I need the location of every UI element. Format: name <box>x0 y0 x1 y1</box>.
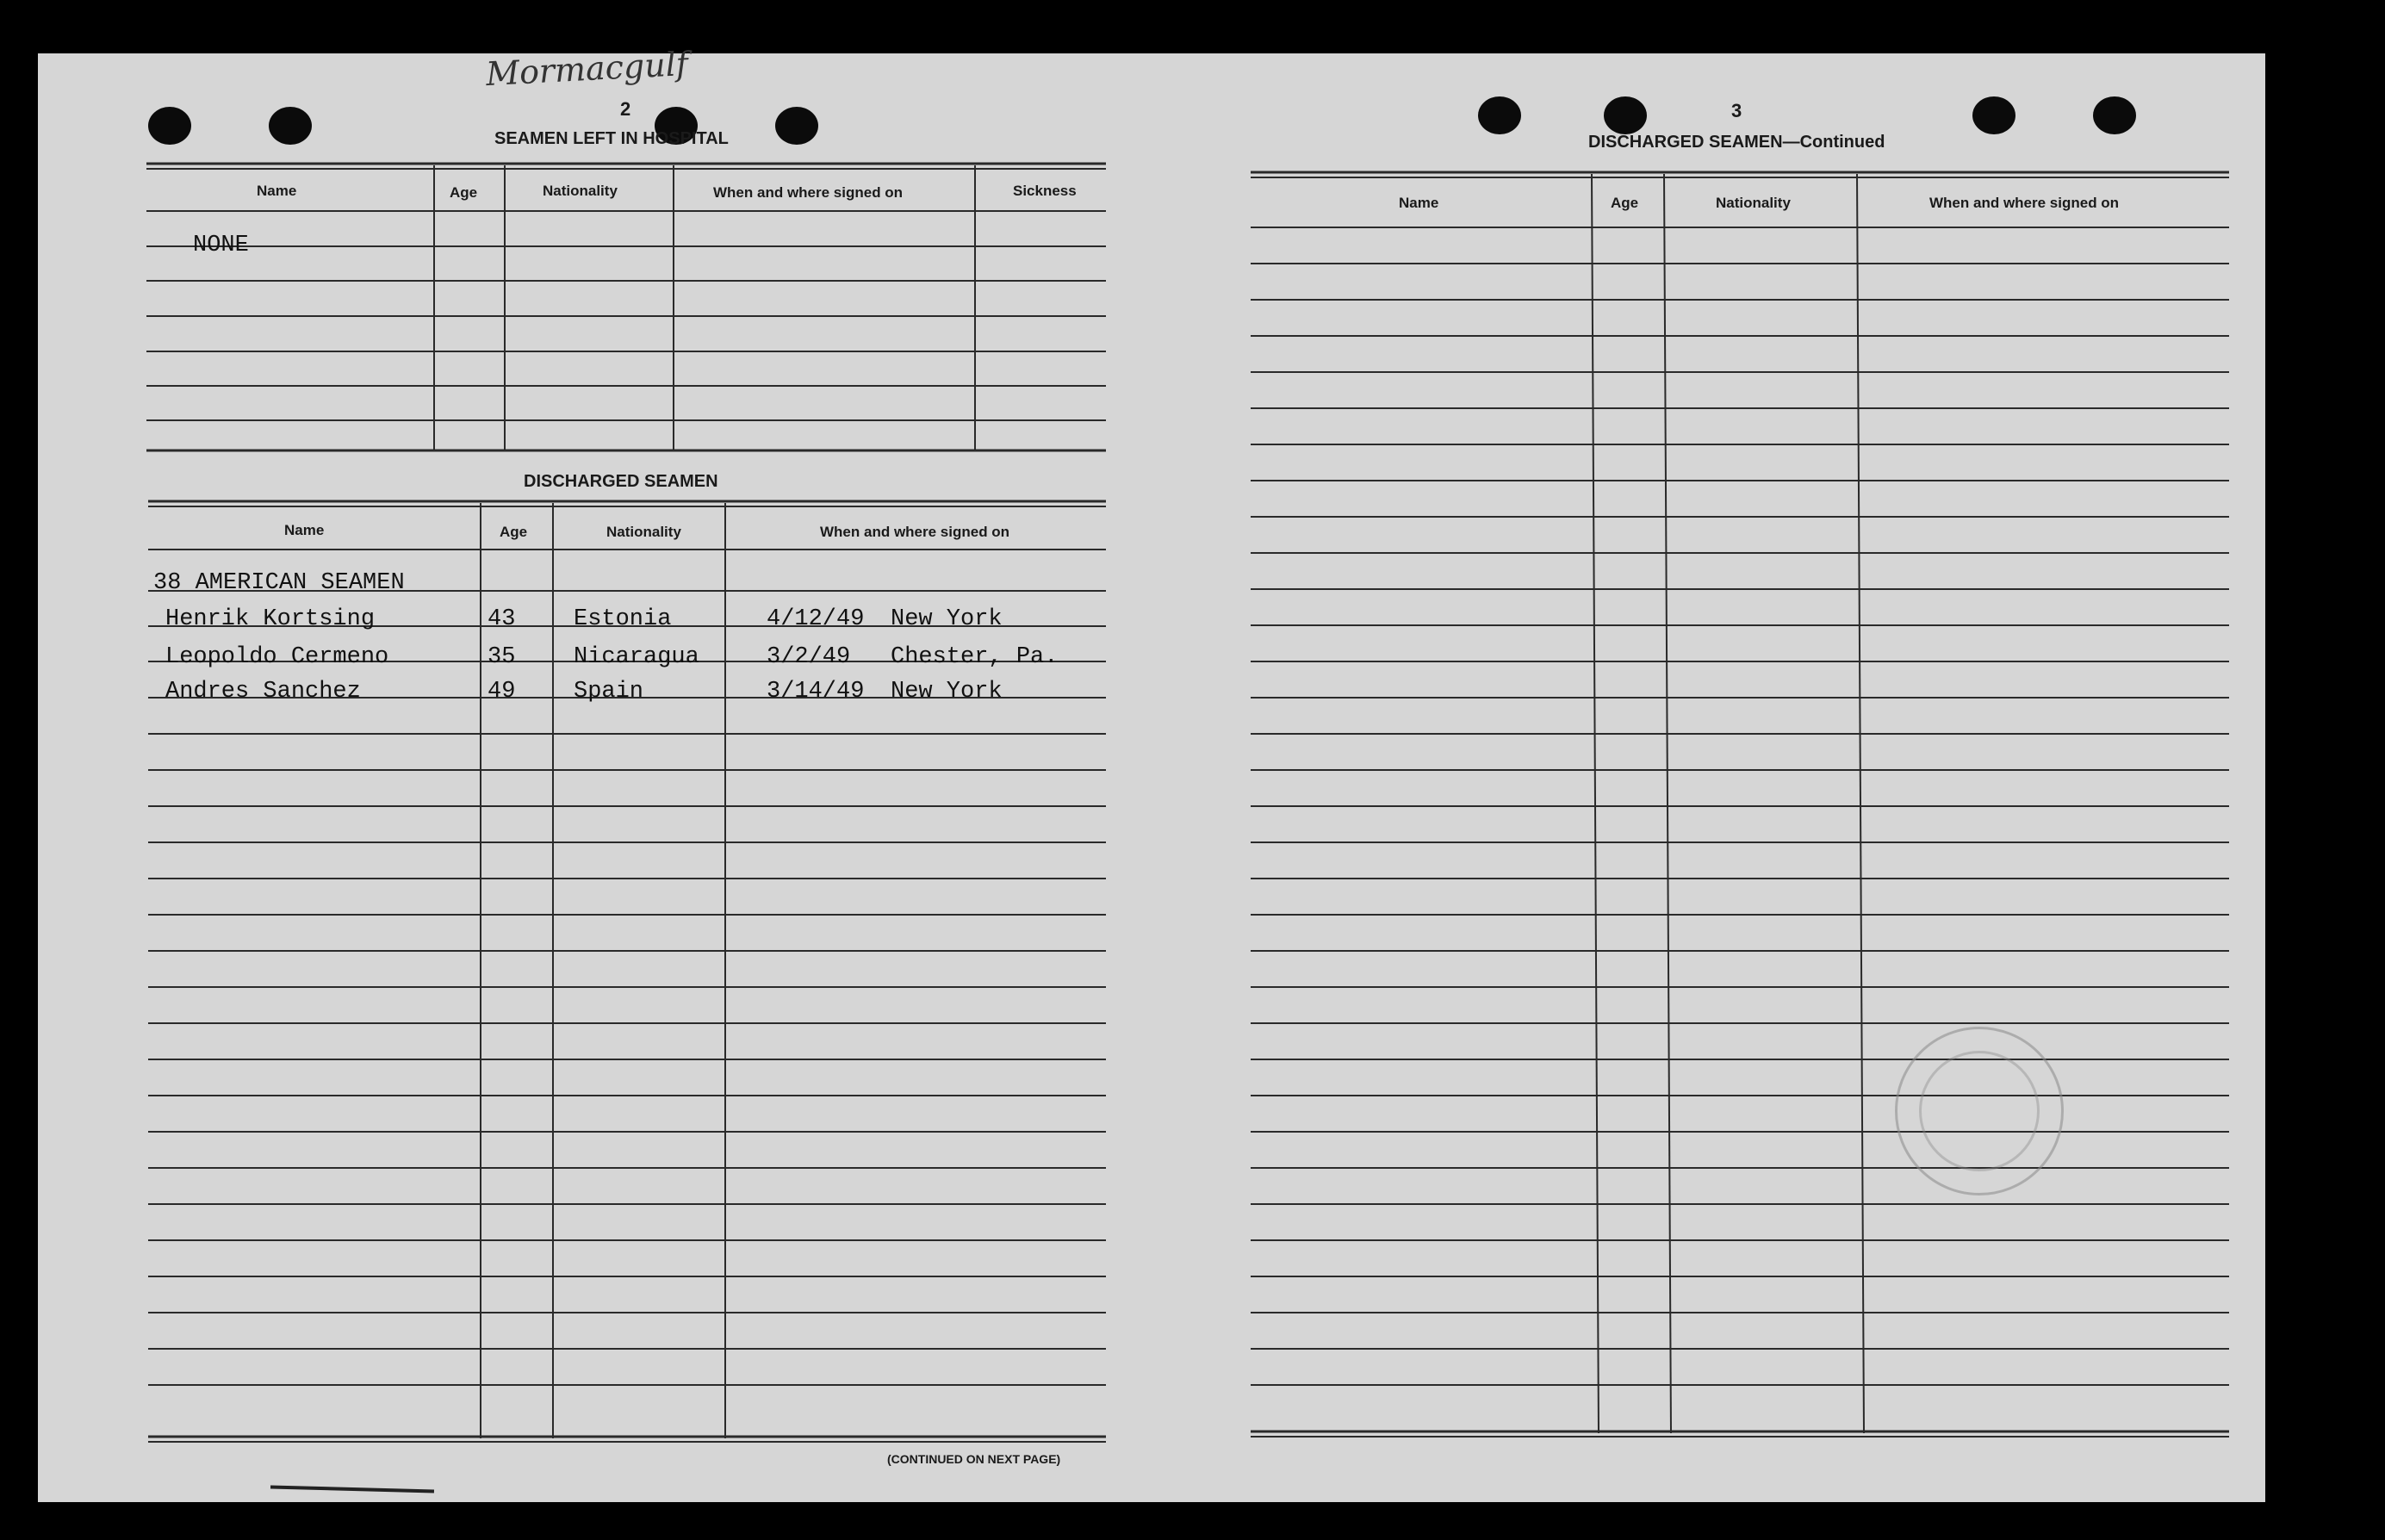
discharged-header-signed-on: When and where signed on <box>820 524 1010 540</box>
table-row-age: 35 <box>488 644 516 670</box>
table-row-name: Leopoldo Cermeno <box>165 644 389 670</box>
document-sheet <box>38 44 2265 1502</box>
table-row-name: Henrik Kortsing <box>165 606 376 632</box>
table-row-age: 43 <box>488 606 516 632</box>
page-number-left: 2 <box>620 98 631 120</box>
table-row-date: 3/14/49 <box>767 679 865 705</box>
table-row-age: 49 <box>488 679 516 705</box>
page-number-right: 3 <box>1731 100 1742 121</box>
hospital-section-title: SEAMEN LEFT IN HOSPITAL <box>494 129 729 148</box>
table-row-date: 4/12/49 <box>767 606 865 632</box>
hospital-header-age: Age <box>450 184 478 201</box>
hospital-entry: NONE <box>193 233 249 258</box>
discharged-header-nationality: Nationality <box>606 524 681 540</box>
table-row-nationality: Spain <box>574 679 644 705</box>
discharged-header-age: Age <box>500 524 528 540</box>
table-row-place: New York <box>891 679 1003 705</box>
table-row-date: 3/2/49 <box>767 644 851 670</box>
hospital-header-signed-on: When and where signed on <box>713 184 904 201</box>
continued-footer: (CONTINUED ON NEXT PAGE) <box>887 1452 1061 1466</box>
table-row-nationality: Estonia <box>574 606 672 632</box>
hospital-header-sickness: Sickness <box>1013 183 1077 199</box>
hospital-header-nationality: Nationality <box>543 183 618 199</box>
pen-stroke-mark <box>270 1486 434 1493</box>
continued-header-name: Name <box>1399 195 1439 211</box>
continued-header-nationality: Nationality <box>1716 195 1791 211</box>
discharged-header-name: Name <box>284 522 325 538</box>
handwritten-note: Mormacgulf <box>485 44 689 94</box>
continued-section-title: DISCHARGED SEAMEN—Continued <box>1588 133 1885 152</box>
continued-header-signed-on: When and where signed on <box>1929 195 2120 211</box>
discharged-note: 38 AMERICAN SEAMEN <box>153 570 405 596</box>
table-row-nationality: Nicaragua <box>574 644 699 670</box>
continued-header-age: Age <box>1611 195 1639 211</box>
table-row-name: Andres Sanchez <box>165 679 361 705</box>
stamp-impression-inner <box>1919 1051 2040 1171</box>
hospital-header-name: Name <box>257 183 297 199</box>
table-row-place: New York <box>891 606 1003 632</box>
discharged-section-title: DISCHARGED SEAMEN <box>524 472 718 491</box>
continued-table-grid <box>38 53 2265 1449</box>
table-row-place: Chester, Pa. <box>891 644 1059 670</box>
